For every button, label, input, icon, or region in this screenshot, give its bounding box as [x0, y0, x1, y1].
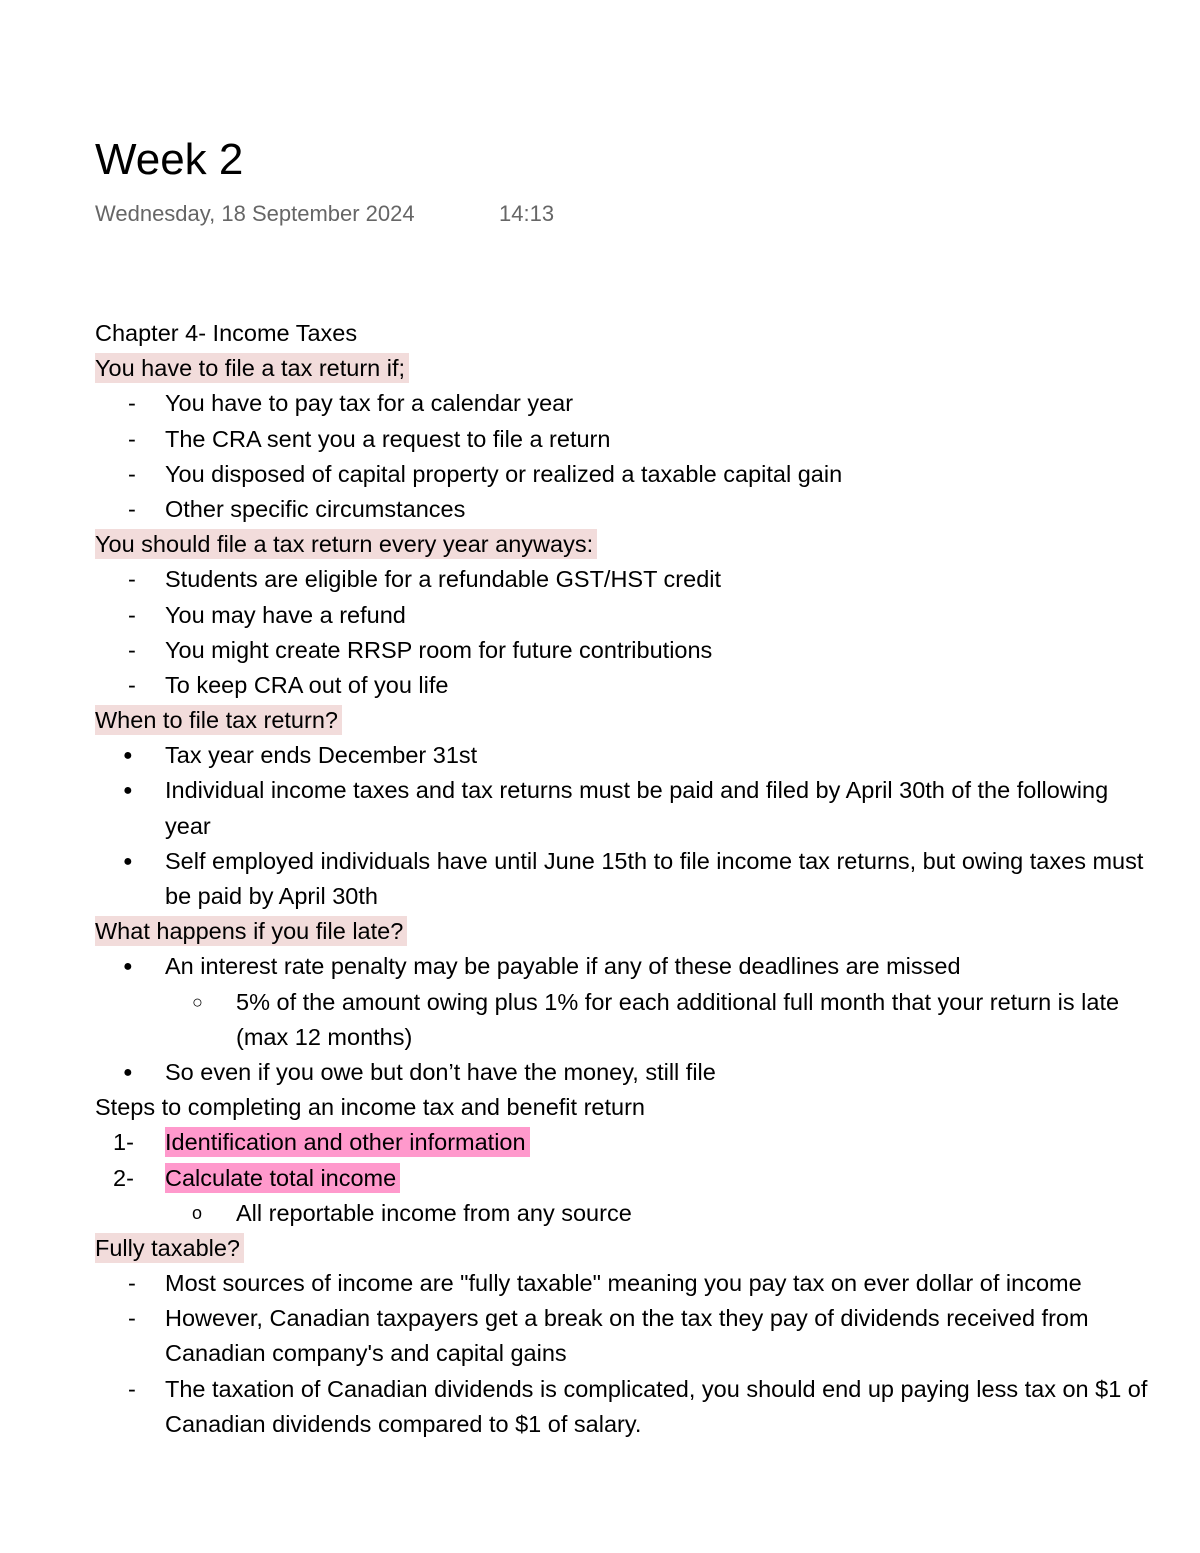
list-item: ● Self employed individuals have until June 15th to file income tax returns, but owing taxes must [95, 844, 1200, 879]
list-item: - The CRA sent you a request to file a return [95, 422, 1200, 457]
o-marker: o [192, 1202, 203, 1223]
list-item-continuation: Canadian company's and capital gains [165, 1340, 567, 1367]
sub-list-item: ○ 5% of the amount owing plus 1% for each additional full month that your return is late [95, 985, 1200, 1020]
dash-marker: - [128, 425, 136, 452]
section-heading: When to file tax return? [95, 703, 1200, 738]
list-item: - Other specific circumstances [95, 492, 1200, 527]
page-title: Week 2 [95, 135, 244, 184]
list-item: - You might create RRSP room for future contributions [95, 633, 1200, 668]
chapter-heading: Chapter 4- Income Taxes [95, 320, 358, 346]
list-item: ● An interest rate penalty may be payable if any of these deadlines are missed [95, 949, 1200, 984]
dash-marker: - [128, 460, 136, 487]
bullet-marker: ● [123, 1063, 133, 1081]
dash-marker: - [128, 566, 136, 593]
section-heading: Steps to completing an income tax and benefit return [95, 1094, 645, 1121]
list-item: - Most sources of income are "fully taxable" meaning you pay tax on ever dollar of income [95, 1266, 1200, 1301]
list-item-continuation: Canadian dividends compared to $1 of salary. [165, 1410, 642, 1437]
dash-marker: - [128, 1270, 136, 1297]
list-item: - You disposed of capital property or realized a taxable capital gain [95, 457, 1200, 492]
bullet-marker: ● [123, 852, 133, 870]
numbered-item: 2- Calculate total income [95, 1161, 1200, 1196]
note-content [95, 316, 1200, 1442]
list-item-continuation: year [165, 812, 211, 839]
note-date: Wednesday, 18 September 2024 [95, 201, 415, 226]
numbered-item: 1- Identification and other information [95, 1125, 1200, 1160]
bullet-marker: ● [123, 782, 133, 800]
dash-marker: - [128, 495, 136, 522]
list-item: ● So even if you owe but don’t have the money, still file [95, 1055, 1200, 1090]
section-heading: What happens if you file late? [95, 914, 1200, 949]
list-item: - The taxation of Canadian dividends is complicated, you should end up paying less tax on $1 of [95, 1372, 1200, 1407]
bullet-marker: ● [123, 747, 133, 765]
sub-list-item-continuation: (max 12 months) [236, 1023, 413, 1050]
dash-marker: - [128, 601, 136, 628]
dash-marker: - [128, 1305, 136, 1332]
list-item: - To keep CRA out of you life [95, 668, 1200, 703]
number-marker: 2- [113, 1164, 134, 1191]
list-item: - You may have a refund [95, 598, 1200, 633]
section-heading: You have to file a tax return if; [95, 351, 1200, 386]
number-marker: 1- [113, 1129, 134, 1156]
circle-marker: ○ [192, 991, 203, 1012]
list-item: - Students are eligible for a refundable GST/HST credit [95, 562, 1200, 597]
list-item-continuation: be paid by April 30th [165, 883, 378, 909]
bullet-marker: ● [123, 958, 133, 976]
list-item: ● Individual income taxes and tax returns must be paid and filed by April 30th of the following [95, 773, 1200, 808]
list-item: ● Tax year ends December 31st [95, 738, 1200, 773]
list-item: - However, Canadian taxpayers get a break on the tax they pay of dividends received from [95, 1301, 1200, 1336]
dash-marker: - [128, 390, 136, 417]
note-time: 14:13 [499, 201, 555, 226]
section-heading: Fully taxable? [95, 1231, 1200, 1266]
sub-list-item: o All reportable income from any source [95, 1196, 1200, 1231]
list-item: - You have to pay tax for a calendar year [95, 386, 1200, 421]
dash-marker: - [128, 671, 136, 698]
dash-marker: - [128, 636, 136, 663]
section-heading: You should file a tax return every year anyways: [95, 527, 1200, 562]
dash-marker: - [128, 1375, 136, 1402]
